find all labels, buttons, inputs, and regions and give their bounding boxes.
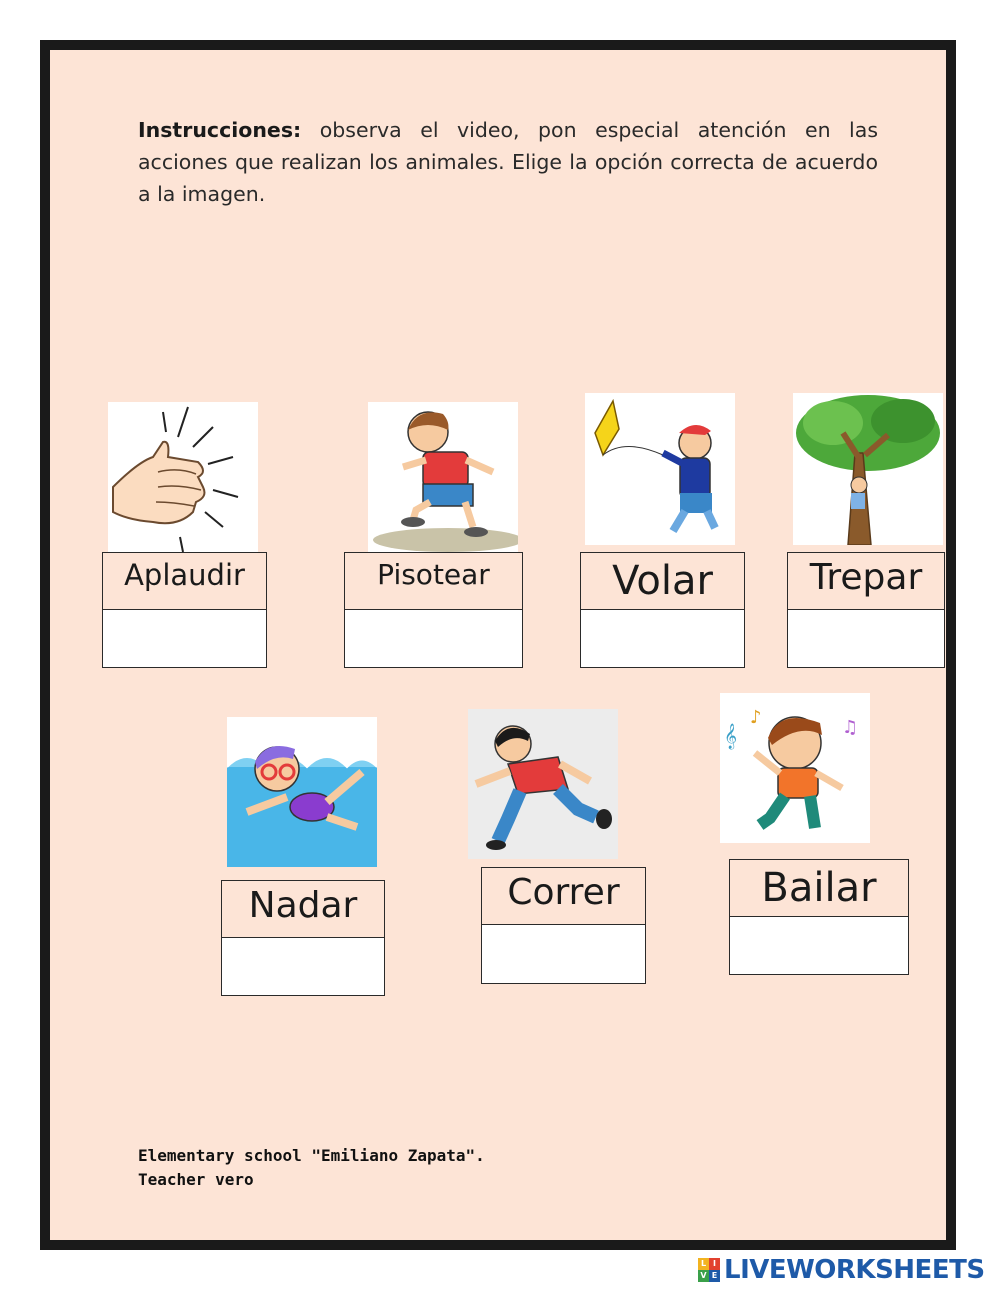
answer-box-trepar[interactable] xyxy=(787,609,945,668)
running-boy-icon xyxy=(468,709,618,859)
logo-letter: L xyxy=(698,1258,709,1270)
card-label: Correr xyxy=(507,872,620,913)
action-card xyxy=(729,859,909,975)
liveworksheets-brand[interactable] xyxy=(698,1256,985,1284)
action-card xyxy=(580,552,745,668)
logo-letter: I xyxy=(709,1258,720,1270)
stomping-boy-icon xyxy=(368,402,518,552)
card-label: Nadar xyxy=(248,885,358,926)
answer-box-nadar[interactable] xyxy=(221,937,385,996)
card-label: Volar xyxy=(612,558,713,604)
footer-school: Elementary school "Emiliano Zapata". xyxy=(138,1146,485,1165)
svg-text:𝄞: 𝄞 xyxy=(724,724,738,749)
instructions-label: Instrucciones: xyxy=(138,118,302,142)
card-label: Trepar xyxy=(809,557,923,598)
action-card xyxy=(221,880,385,996)
svg-text:♫: ♫ xyxy=(842,717,859,738)
card-label: Bailar xyxy=(761,865,877,911)
card-label: Aplaudir xyxy=(124,558,245,592)
brand-name: LIVEWORKSHEETS xyxy=(724,1255,985,1285)
footer-teacher: Teacher vero xyxy=(138,1170,254,1189)
logo-letter: V xyxy=(698,1270,709,1282)
card-label: Pisotear xyxy=(377,558,490,591)
logo-letter: E xyxy=(709,1270,720,1282)
tree-climbing-icon xyxy=(793,393,943,545)
action-card xyxy=(481,867,646,984)
dancing-boy-icon xyxy=(720,693,870,843)
svg-text:♪: ♪ xyxy=(750,707,762,728)
footer-credits xyxy=(138,1144,485,1192)
instructions-text xyxy=(138,114,878,210)
instructions-body: observa el video, pon especial atención en las acciones que realizan los animales. Elige la opción correcta de acuerdo a la imagen. xyxy=(138,118,878,206)
action-card xyxy=(787,552,945,668)
clapping-hands-icon xyxy=(108,402,258,552)
answer-box-pisotear[interactable] xyxy=(344,609,523,668)
answer-box-correr[interactable] xyxy=(481,924,646,984)
swimming-girl-icon xyxy=(227,717,377,867)
answer-box-bailar[interactable] xyxy=(729,916,909,975)
answer-box-aplaudir[interactable] xyxy=(102,609,267,668)
action-card xyxy=(344,552,523,668)
action-card xyxy=(102,552,267,668)
answer-box-volar[interactable] xyxy=(580,609,745,668)
kite-boy-icon xyxy=(585,393,735,545)
liveworksheets-logo-icon xyxy=(698,1258,720,1282)
